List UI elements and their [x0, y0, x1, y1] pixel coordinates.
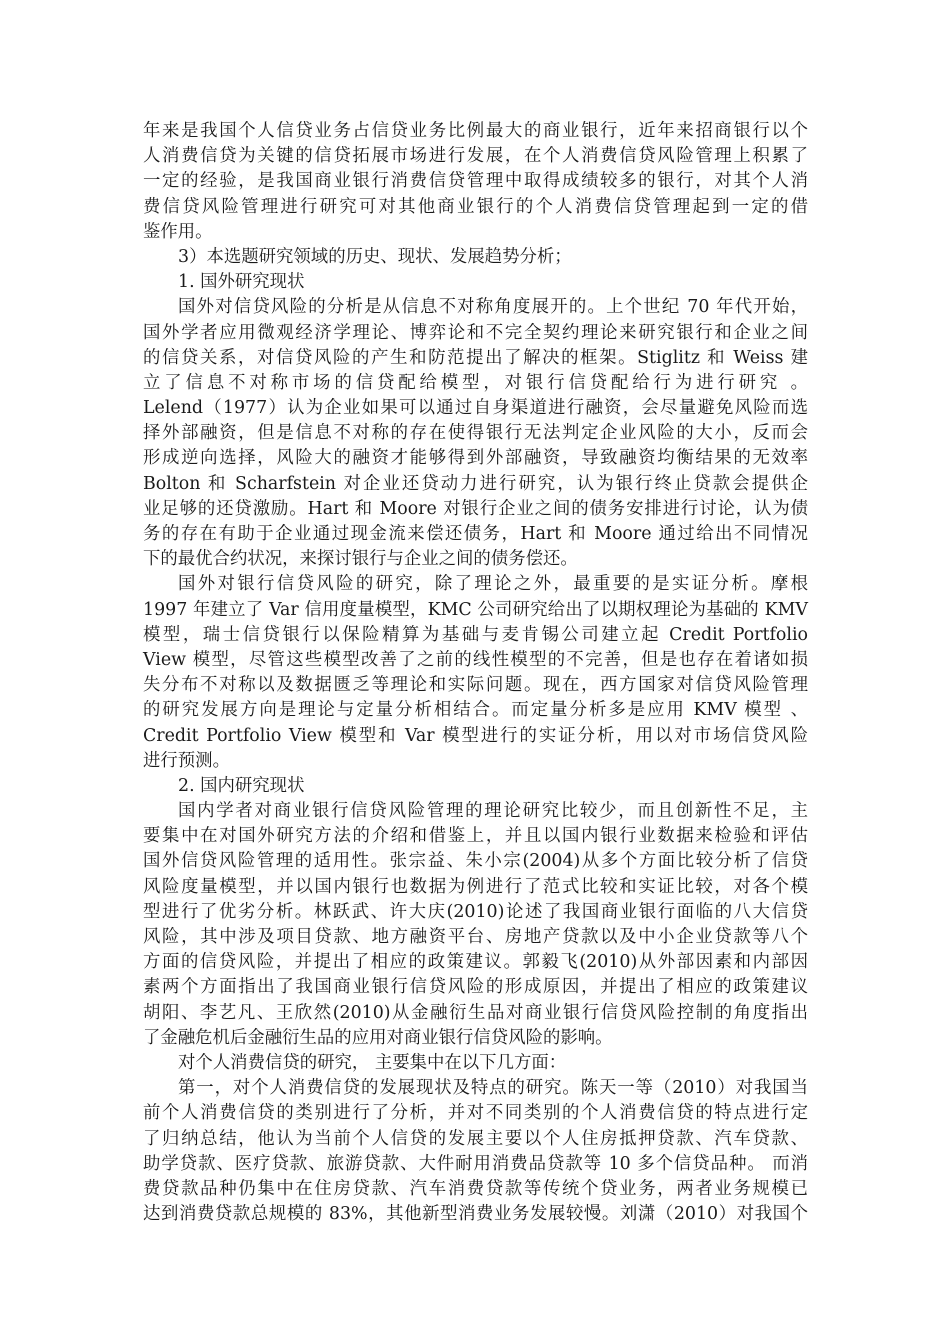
text-line: 一定的经验，是我国商业银行消费信贷管理中取得成绩较多的银行，对其个人消 [143, 171, 808, 192]
text-line: 了归纳总结，他认为当前个人信贷的发展主要以个人住房抵押贷款、汽车贷款、 [143, 1128, 808, 1149]
text-line: 年来是我国个人信贷业务占信贷业务比例最大的商业银行，近年来招商银行以个 [143, 121, 808, 141]
text-line: 1. 国外研究现状 [178, 272, 305, 293]
text-line: Bolton 和 Scharfstein 对企业还贷动力进行研究，认为银行终止贷款会提供企 [143, 473, 808, 494]
text-line: 1997 年建立了 Var 信用度量模型，KMC 公司研究给出了以期权理论为基础的 KMV [143, 599, 808, 620]
text-line: 的研究发展方向是理论与定量分析相结合。而定量分析多是应用 KMV 模型 、 [143, 700, 808, 721]
text-line: 下的最优合约状况，来探讨银行与企业之间的债务偿还。 [143, 549, 578, 570]
text-line: 风险，其中涉及项目贷款、地方融资平台、房地产贷款以及中小企业贷款等八个 [143, 927, 808, 947]
document-page [143, 119, 808, 1227]
text-line: 对个人消费信贷的研究， 主要集中在以下几方面： [178, 1052, 567, 1073]
text-line: 鉴作用。 [143, 221, 213, 242]
text-line: View 模型，尽管这些模型改善了之前的线性模型的不完善，但是也存在着诸如损 [143, 649, 808, 670]
text-line: 人消费信贷为关键的信贷拓展市场进行发展，在个人消费信贷风险管理上积累了 [143, 146, 808, 167]
text-line: 要集中在对国外研究方法的介绍和借鉴上，并且以国内银行业数据来检验和评估 [143, 826, 808, 847]
text-line: 费贷款品种仍集中在住房贷款、汽车消费贷款等传统个贷业务，两者业务规模已 [143, 1178, 808, 1199]
text-line: 素两个方面指出了我国商业银行信贷风险的形成原因，并提出了相应的政策建议 [143, 977, 808, 998]
text-line: 2. 国内研究现状 [178, 775, 305, 796]
text-line: Credit Portfolio View 模型和 Var 模型进行的实证分析，用以对市场信贷风险 [143, 725, 808, 746]
text-line: 失分布不对称以及数据匮乏等理论和实际问题。现在，西方国家对信贷风险管理 [143, 675, 808, 696]
text-line: 3）本选题研究领域的历史、现状、发展趋势分析； [178, 246, 572, 267]
text-line: 方面的信贷风险，并提出了相应的政策建议。郭毅飞(2010)从外部因素和内部因 [143, 952, 808, 973]
text-line: 业足够的还贷激励。Hart 和 Moore 对银行企业之间的债务安排进行讨论，认为债 [143, 498, 808, 519]
text-line: 了金融危机后金融衍生品的应用对商业银行信贷风险的影响。 [143, 1027, 613, 1048]
text-line: 达到消费贷款总规模的 83%，其他新型消费业务发展较慢。刘潇（2010）对我国个 [143, 1204, 808, 1225]
text-line: Lelend（1977）认为企业如果可以通过自身渠道进行融资，会尽量避免风险而选 [143, 398, 808, 419]
text-line: 第一，对个人消费信贷的发展现状及特点的研究。陈天一等（2010）对我国当 [178, 1078, 808, 1099]
text-line: 形成逆向选择，风险大的融资才能够得到外部融资，导致融资均衡结果的无效率 [143, 448, 808, 469]
text-line: 费信贷风险管理进行研究可对其他商业银行的个人消费信贷管理起到一定的借 [143, 196, 808, 217]
text-line: 国外信贷风险管理的适用性。张宗益、朱小宗(2004)从多个方面比较分析了信贷 [143, 851, 808, 872]
text-line: 前个人消费信贷的类别进行了分析，并对不同类别的个人消费信贷的特点进行定 [143, 1103, 808, 1124]
text-line: 风险度量模型，并以国内银行也数据为例进行了范式比较和实证比较，对各个模 [143, 876, 808, 897]
text-line: 胡阳、李艺凡、王欣然(2010)从金融衍生品对商业银行信贷风险控制的角度指出 [143, 1002, 808, 1023]
text-line: 国外学者应用微观经济学理论、博弈论和不完全契约理论来研究银行和企业之间 [143, 322, 808, 343]
text-line: 型进行了优劣分析。林跃武、许大庆(2010)论述了我国商业银行面临的八大信贷 [143, 901, 808, 922]
text-line: 立了信息不对称市场的信贷配给模型，对银行信贷配给行为进行研究 。 [143, 372, 809, 393]
text-line: 国内学者对商业银行信贷风险管理的理论研究比较少，而且创新性不足，主 [178, 801, 808, 822]
text-line: 国外对银行信贷风险的研究，除了理论之外，最重要的是实证分析。摩根 [178, 574, 808, 595]
text-line: 助学贷款、医疗贷款、旅游贷款、大件耐用消费品贷款等 10 多个信贷品种。 而消 [143, 1153, 808, 1174]
text-line: 进行预测。 [143, 750, 230, 771]
text-line: 择外部融资，但是信息不对称的存在使得银行无法判定企业风险的大小，反而会 [143, 423, 808, 444]
text-line: 国外对信贷风险的分析是从信息不对称角度展开的。上个世纪 70 年代开始， [178, 297, 808, 318]
text-line: 模型，瑞士信贷银行以保险精算为基础与麦肯锡公司建立起 Credit Portfolio [143, 624, 808, 645]
text-line: 的信贷关系，对信贷风险的产生和防范提出了解决的框架。Stiglitz 和 Weiss 建 [143, 347, 808, 368]
text-line: 务的存在有助于企业通过现金流来偿还债务，Hart 和 Moore 通过给出不同情况 [143, 524, 808, 544]
